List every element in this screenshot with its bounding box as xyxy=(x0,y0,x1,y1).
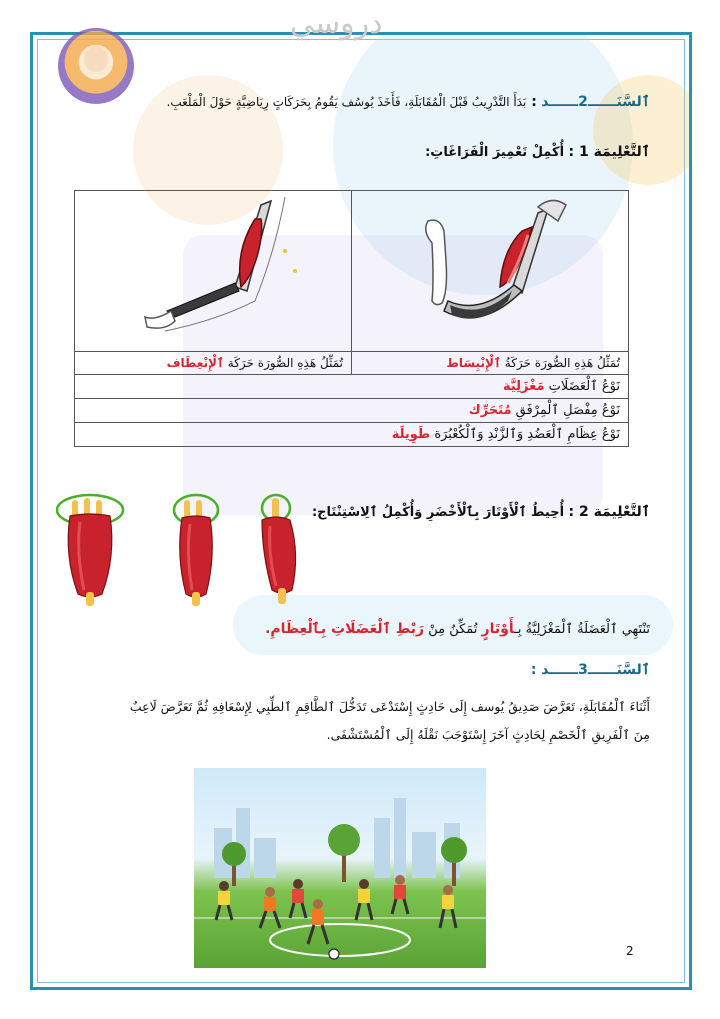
stage2-title: ٱلسَّنَــــــ2ــــــد xyxy=(541,94,650,110)
stage3-text-2: مِنَ ٱلْفَرِيقِ ٱلْخَصْمِ لِحَادِثٍ آخَرَ إِسْتَوْجَبَ نَقْلَهُ إِلَى ٱلْمُسْتَشْفَى. xyxy=(326,727,650,742)
answer-bone-type: طَوِيلَة xyxy=(391,427,431,442)
extension-image-cell xyxy=(75,191,352,352)
arm-extension-image xyxy=(75,191,351,347)
arm-table xyxy=(74,190,629,447)
task2-label: ٱلتَّعْلِيمَة 2 : xyxy=(568,504,650,520)
conclusion-line: تَنْتَهِي ٱلْعَضَلَةُ ٱلْمَغْزَلِيَّةُ بِـأَوْتَارٍ تُمَكِّنُ مِنْ رَبْطِ ٱلْعَضَلَاتِ بِٱلْعِظَامِ. xyxy=(265,621,650,637)
muscle-1 xyxy=(57,495,123,606)
answer-muscle-type: مَغْزَلِيَّة xyxy=(502,379,545,394)
ball-icon xyxy=(329,949,339,959)
stage3-line xyxy=(531,660,650,680)
arm-flexion-image xyxy=(352,191,628,347)
football-scene xyxy=(194,768,486,968)
muscle-2 xyxy=(174,495,218,606)
players xyxy=(216,875,456,944)
caption-extension: تُمَثِّلُ هَذِهِ الصُّورَة حَرَكَةُ ٱلْإِنْبِسَاط xyxy=(352,352,629,375)
table-row: نَوْعُ ٱلْعَضَلَاتِ مَغْزَلِيَّة xyxy=(75,375,629,399)
answer-flexion: ٱلْإِنْعِطَاف xyxy=(166,356,224,370)
caption-flexion: تُمَثِّلُ هَذِهِ الصُّورَة حَرَكَة ٱلْإِنْعِطَاف xyxy=(75,352,352,375)
table-row: نَوْعُ عِظَامِ ٱلْعَضُدِ وَٱلزَّنْدِ وَٱلْكُعْبُرَة طَوِيلَة xyxy=(75,423,629,447)
stage2-line: ٱلسَّنَــــــ2ــــــد : بَدَأَ التَّدْرِيبُ قَبْلَ الْمُقَابَلَةِ، فَأَخَذَ يُوسُف يَقُومُ بِحَرَكَاتٍ رِيَاضِيَّةٍ حَوْلَ الْمَلْعَبِ. xyxy=(166,94,650,110)
logo xyxy=(58,28,134,104)
task2-text: أُحِيطُ ٱلْأَوْتَارَ بِٱلْأَخْضَرِ وَأُكْمِلُ ٱلِاسْتِنْتَاج: xyxy=(311,505,565,520)
page-number: 2 xyxy=(626,944,634,958)
watermark: دروسي xyxy=(290,6,383,41)
answer-link: رَبْطِ ٱلْعَضَلَاتِ بِٱلْعِظَامِ. xyxy=(265,621,425,637)
task1-text: أُكْمِلْ تَعْمِيرَ الْفَرَاغَاتِ: xyxy=(425,145,565,160)
spindle-muscles xyxy=(56,492,316,612)
answer-joint-type: مُتَحَرِّك xyxy=(468,403,512,418)
stage2-text: بَدَأَ التَّدْرِيبُ قَبْلَ الْمُقَابَلَةِ، فَأَخَذَ يُوسُف يَقُومُ بِحَرَكَاتٍ رِيَاضِيَّةٍ حَوْلَ الْمَلْعَبِ. xyxy=(166,95,527,109)
stage3-text-1: أَثْنَاءَ ٱلْمُقَابَلَةِ، تَعَرَّضَ صَدِيقُ يُوسف إِلَى حَادِثٍ إِسْتَدْعَى تَدَخُّلَ ٱلطَّاقِمِ ٱلطِّبِي لِإِسْعَافِهِ ثُمَّ تَعَرَّضَ لَاعِبٌ xyxy=(129,699,650,714)
task1-label: ٱلتَّعْلِيمَة 1 : xyxy=(568,144,650,160)
answer-tendons: أَوْتَارٍ xyxy=(481,621,515,637)
muscle-3 xyxy=(262,495,296,604)
stage3-title: ٱلسَّنَــــــ3ــــــد : xyxy=(530,662,650,678)
answer-extension: ٱلْإِنْبِسَاط xyxy=(446,356,501,370)
task1-line xyxy=(425,142,650,163)
football-illustration xyxy=(194,768,486,968)
table-row: نَوْعُ مِفْصَلِ ٱلْمِرْفَقِ مُتَحَرِّك xyxy=(75,399,629,423)
task2-line xyxy=(312,502,650,523)
flexion-image-cell xyxy=(352,191,629,352)
